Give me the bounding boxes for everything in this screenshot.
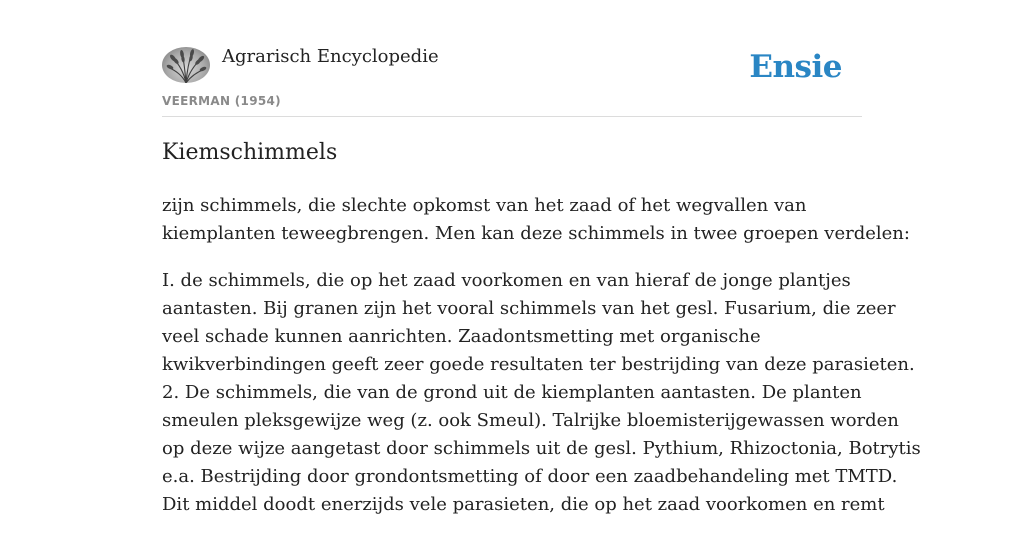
- paragraph-line: zijn schimmels, die slechte opkomst van het zaad of het wegvallen van: [162, 195, 807, 216]
- paragraph-line: 2. De schimmels, die van de grond uit de kiemplanten aantasten. De planten: [162, 382, 862, 403]
- brand-logo[interactable]: Ensie: [749, 49, 842, 85]
- paragraph-line: kiemplanten teweegbrengen. Men kan deze schimmels in twee groepen verdelen:: [162, 223, 910, 244]
- paragraph: [162, 267, 921, 519]
- paragraph-line: kwikverbindingen geeft zeer goede resultaten ter bestrijding van deze parasieten.: [162, 354, 915, 375]
- header: [162, 0, 862, 117]
- publication-title[interactable]: Agrarisch Encyclopedie: [222, 46, 439, 67]
- paragraph-line: I. de schimmels, die op het zaad voorkomen en van hieraf de jonge plantjes: [162, 270, 851, 291]
- paragraph-line: aantasten. Bij granen zijn het vooral schimmels van het gesl. Fusarium, die zeer: [162, 298, 896, 319]
- entry-title: Kiemschimmels: [162, 140, 338, 165]
- paragraph: [162, 192, 910, 248]
- paragraph-line: op deze wijze aangetast door schimmels uit de gesl. Pythium, Rhizoctonia, Botrytis: [162, 438, 921, 459]
- paragraph-line: smeulen pleksgewijze weg (z. ook Smeul). Talrijke bloemisterijgewassen worden: [162, 410, 899, 431]
- entry-body: [162, 192, 921, 538]
- publication-meta: VEERMAN (1954): [162, 94, 281, 108]
- paragraph-line: veel schade kunnen aanrichten. Zaadontsmetting met organische: [162, 326, 761, 347]
- page: [162, 0, 921, 515]
- paragraph-line: e.a. Bestrijding door grondontsmetting of door een zaadbehandeling met TMTD.: [162, 466, 898, 487]
- paragraph-line: Dit middel doodt enerzijds vele parasieten, die op het zaad voorkomen en remt: [162, 494, 885, 515]
- wheat-logo-icon[interactable]: [162, 47, 210, 83]
